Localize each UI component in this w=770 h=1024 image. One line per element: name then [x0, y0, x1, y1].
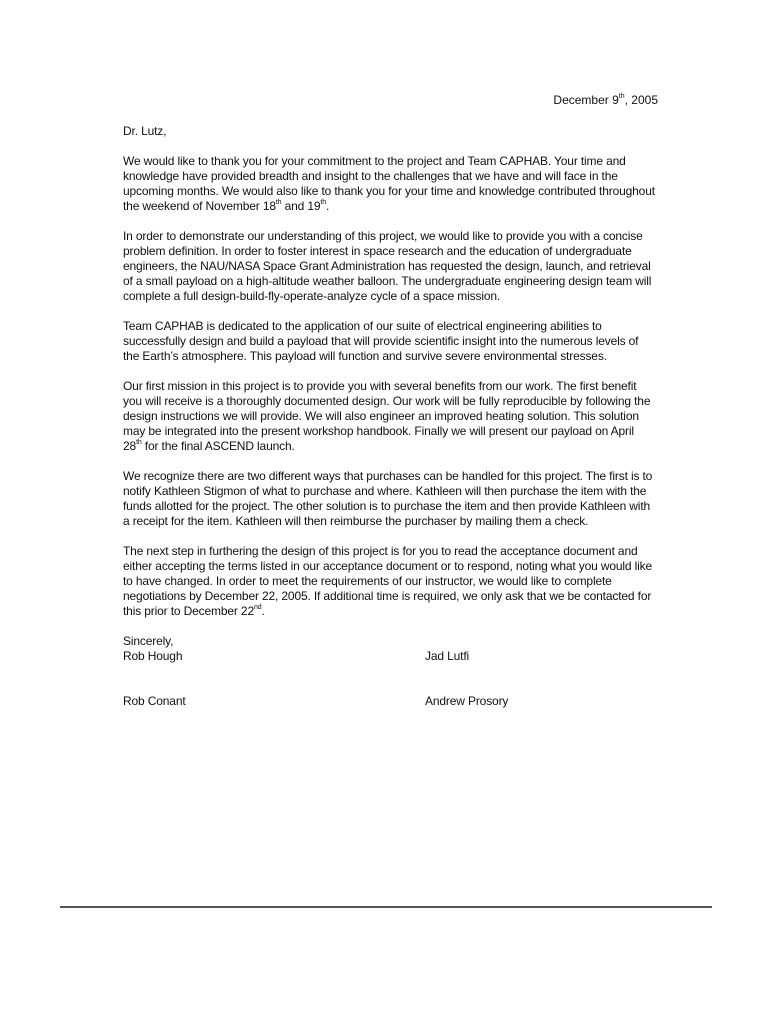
ordinal-18th: th — [275, 199, 282, 206]
letter-body — [123, 124, 655, 709]
paragraph-next-steps-end: . — [261, 604, 265, 618]
paragraph-benefits-end: for the final ASCEND launch. — [141, 439, 295, 453]
salutation: Dr. Lutz, — [123, 124, 167, 138]
signatory-andrew-prosory: Andrew Prosory — [425, 694, 509, 708]
signatory-rob-hough: Rob Hough — [123, 649, 183, 663]
paragraph-thanks-mid: and 19 — [281, 199, 321, 213]
signature-row-2 — [123, 694, 655, 709]
paragraph-thanks-text: We would like to thank you for your commitment to the project and Team CAPHAB. Your time and knowledge have provided breadth and insight to the challenges that we have and will face in the upcoming months. We would also like to thank you for your time and knowledge contributed throughout the weekend of November 18 — [123, 154, 655, 213]
signatory-rob-conant: Rob Conant — [123, 694, 186, 708]
date-ordinal: th — [618, 93, 625, 100]
ordinal-19th: th — [320, 199, 326, 206]
closing: Sincerely, — [123, 634, 174, 648]
letter-date — [553, 93, 658, 108]
signatory-jad-lutfi: Jad Lutfi — [425, 649, 470, 663]
paragraph-thanks — [123, 154, 655, 214]
footer-divider — [60, 906, 712, 908]
paragraph-thanks-end: . — [325, 199, 330, 213]
paragraph-next-steps-text: The next step in furthering the design of this project is for you to read the acceptance document and either accepting the terms listed in our acceptance document or to respond, noting what you would like to have changed. In order to meet the requirements of our instructor, we would like to complete negotiations by December 22, 2005. If additional time is required, we only ask that we be contacted for this prior to December 22 — [123, 544, 653, 618]
paragraph-purchases: We recognize there are two different ways that purchases can be handled for this project. The first is to notify Kathleen Stigmon of what to purchase and where. Kathleen will then purchase the item with the funds allotted for the project. The other solution is to purchase the item and then provide Kathleen with a receipt for the item. Kathleen will then reimburse the purchaser by mailing them a check. — [123, 469, 653, 528]
paragraph-benefits-text: Our first mission in this project is to provide you with several benefits from our work. The first benefit you will receive is a thoroughly documented design. Our work will be fully reproducible by following the design instructions we will provide. We will also engineer an improved heating solution. This solution may be integrated into the present workshop handbook. Finally we will present our payload on April 28 — [123, 379, 651, 453]
signature-row-1 — [123, 649, 655, 664]
ordinal-28th: th — [136, 439, 142, 446]
paragraph-team-dedication: Team CAPHAB is dedicated to the application of our suite of electrical engineering abilities to successfully design and build a payload that will provide scientific insight into the numerous levels of the Earth’s atmosphere. This payload will function and survive severe environmental stresses. — [123, 319, 639, 363]
paragraph-problem-definition: In order to demonstrate our understanding of this project, we would like to provide you with a concise problem definition. In order to foster interest in space research and the education of undergraduate engineers, the NAU/NASA Space Grant Administration has requested the design, launch, and retrieval of a small payload on a high-altitude weather balloon. The undergraduate engineering design team will complete a full design-build-fly-operate-analyze cycle of a space mission. — [123, 229, 652, 303]
signature-spacer — [123, 664, 655, 694]
date-prefix: December 9 — [553, 93, 619, 107]
paragraph-next-steps — [123, 544, 655, 619]
paragraph-benefits — [123, 379, 655, 454]
date-suffix: , 2005 — [624, 93, 658, 107]
ordinal-22nd: nd — [253, 604, 262, 611]
